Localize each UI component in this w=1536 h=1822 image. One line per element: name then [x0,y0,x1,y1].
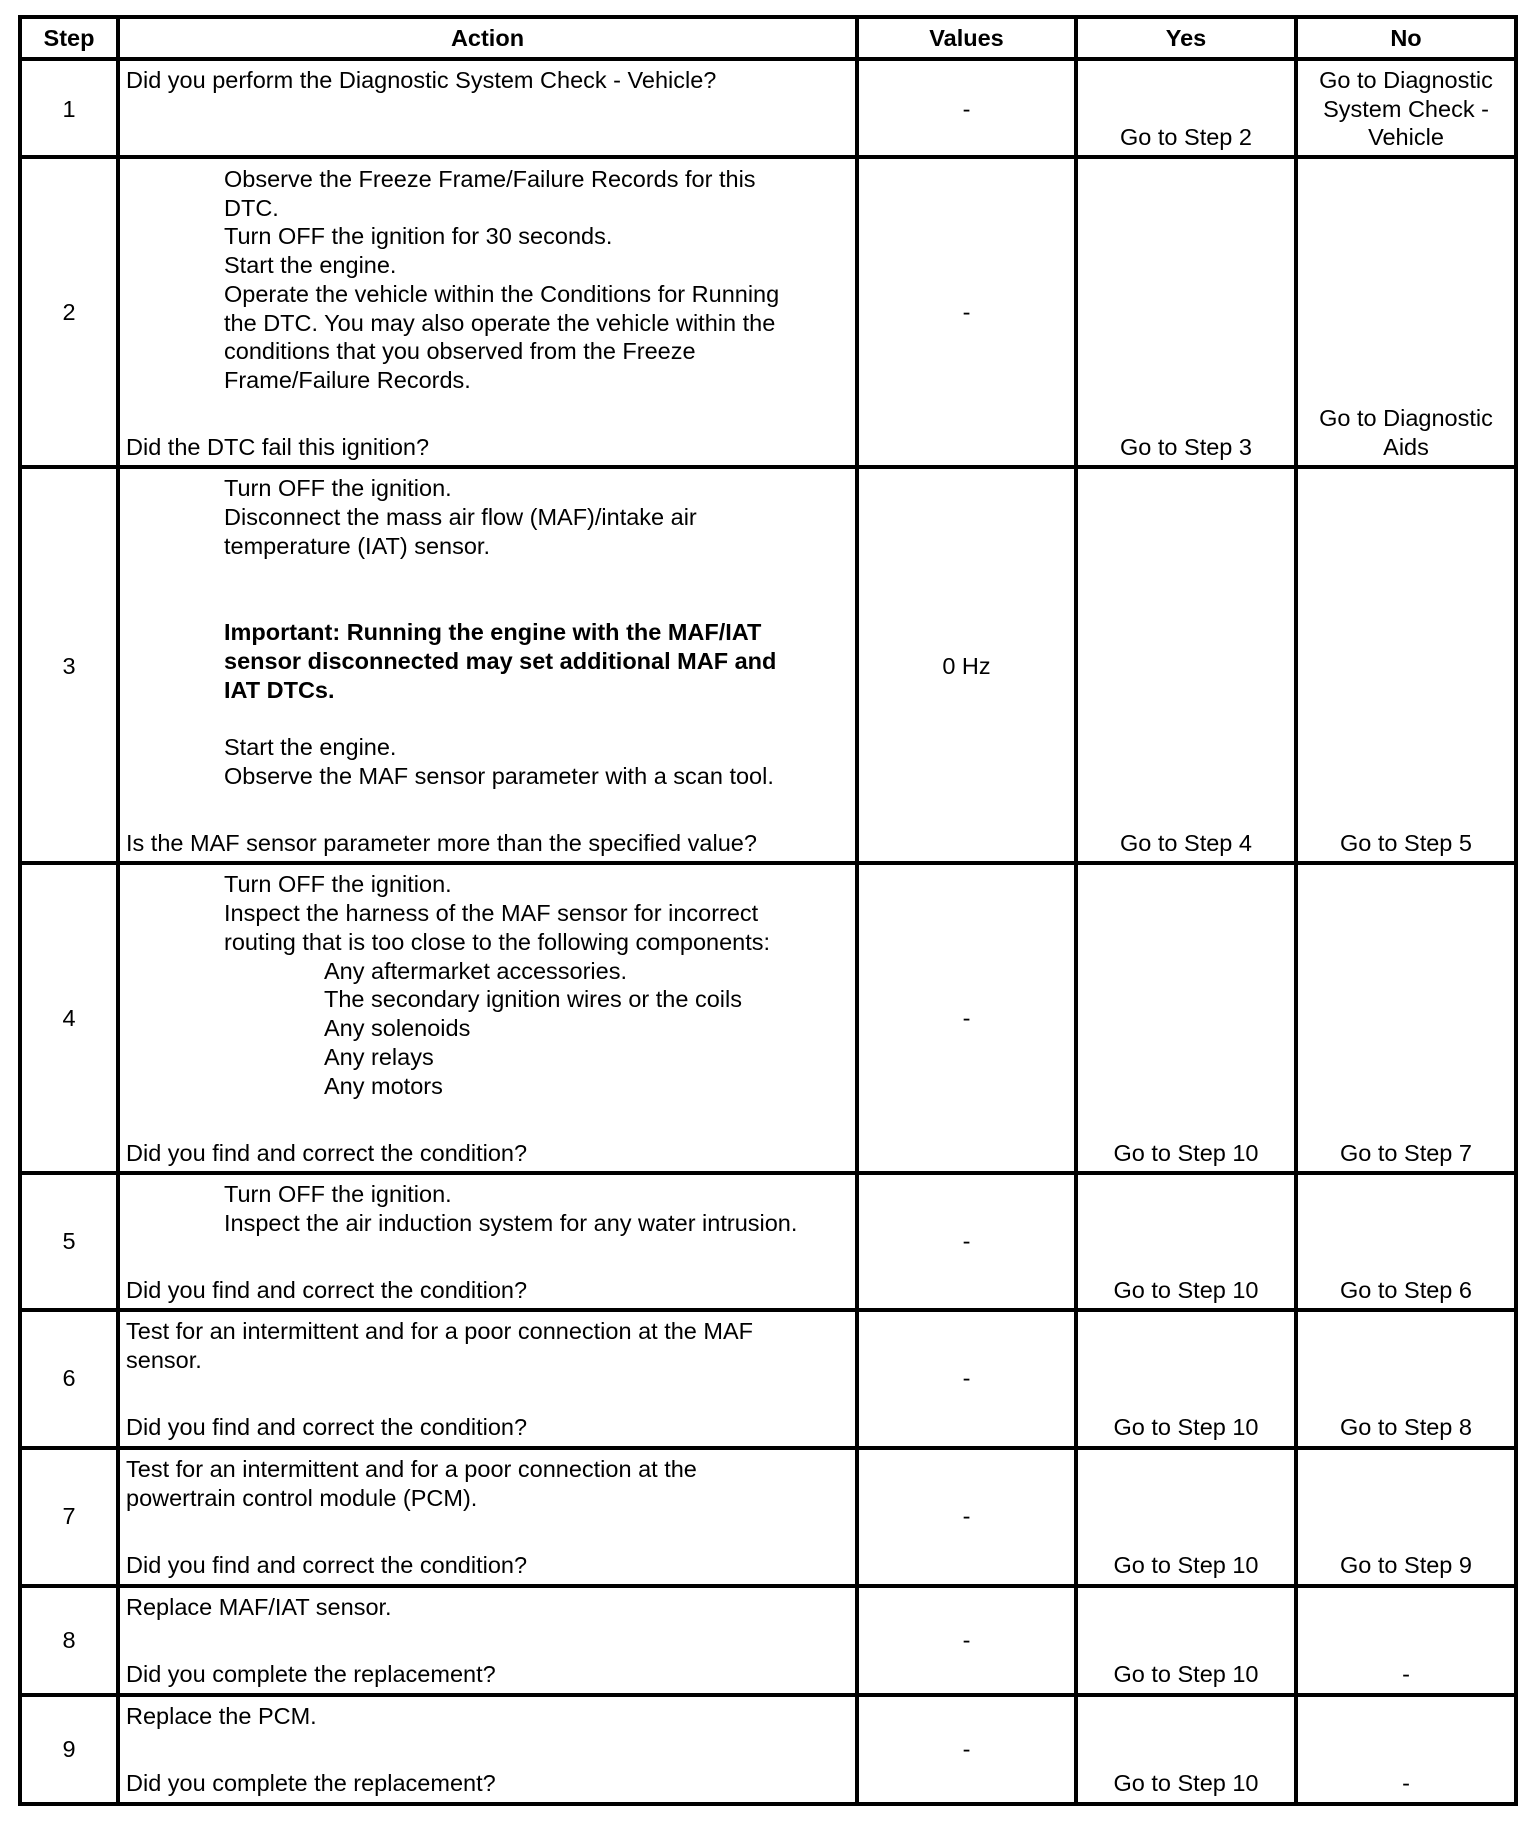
no-cell: - [1402,1661,1410,1687]
action-line: Turn OFF the ignition for 30 seconds. [224,223,613,249]
important-note: sensor disconnected may set additional MAF and [224,648,777,674]
action-line: Observe the Freeze Frame/Failure Records for this [224,166,756,192]
value-cell: - [962,299,971,325]
component-item: Any motors [324,1073,443,1099]
step-number: 3 [62,653,76,679]
action-line: Replace the PCM. [126,1703,317,1729]
action-line: Turn OFF the ignition. [224,475,452,501]
value-cell: - [962,1005,971,1031]
action-question: Did you find and correct the condition? [126,1140,528,1166]
step-number: 1 [62,96,76,122]
no-cell: Go to Step 5 [1340,830,1472,856]
action-line: Inspect the harness of the MAF sensor for incorrect [224,900,759,926]
yes-cell: Go to Step 10 [1113,1140,1259,1166]
action-line: conditions that you observed from the Freeze [224,338,696,364]
action-line: Frame/Failure Records. [224,367,471,393]
step-number: 4 [62,1005,76,1031]
yes-cell: Go to Step 2 [1120,124,1252,150]
action-line: Inspect the air induction system for any water intrusion. [224,1210,798,1236]
action-question: Did you find and correct the condition? [126,1552,528,1578]
no-cell: Go to Step 8 [1340,1414,1472,1440]
step-number: 5 [62,1228,76,1254]
component-item: The secondary ignition wires or the coils [324,986,742,1012]
yes-cell: Go to Step 10 [1113,1552,1259,1578]
action-line: Turn OFF the ignition. [224,871,452,897]
header-no: No [1390,25,1422,51]
important-note: IAT DTCs. [224,677,335,703]
action-line: temperature (IAT) sensor. [224,533,490,559]
header-yes: Yes [1165,25,1207,51]
yes-cell: Go to Step 10 [1113,1277,1259,1303]
action-line: Start the engine. [224,252,397,278]
action-line: Replace MAF/IAT sensor. [126,1594,392,1620]
step-number: 6 [62,1365,76,1391]
step-number: 8 [62,1627,76,1653]
no-cell: Aids [1383,434,1429,460]
no-cell: Go to Step 9 [1340,1552,1472,1578]
action-text: Did you perform the Diagnostic System Check - Vehicle? [126,67,717,93]
component-item: Any aftermarket accessories. [324,958,627,984]
action-line: routing that is too close to the following components: [224,929,771,955]
no-cell: Go to Step 6 [1340,1277,1472,1303]
action-question: Did you find and correct the condition? [126,1414,528,1440]
action-line: Test for an intermittent and for a poor connection at the MAF [126,1318,753,1344]
action-question: Did you complete the replacement? [126,1770,496,1796]
yes-cell: Go to Step 4 [1120,830,1252,856]
value-cell: - [962,1736,971,1762]
action-line: Disconnect the mass air flow (MAF)/intake air [224,504,697,530]
action-line: Observe the MAF sensor parameter with a scan tool. [224,763,774,789]
no-cell: System Check - [1323,96,1489,122]
action-question: Did you complete the replacement? [126,1661,496,1687]
value-cell: 0 Hz [942,653,991,679]
component-item: Any relays [324,1044,434,1070]
action-line: the DTC. You may also operate the vehicle within the [224,310,776,336]
step-number: 9 [62,1736,76,1762]
yes-cell: Go to Step 10 [1113,1770,1259,1796]
no-cell: Go to Step 7 [1340,1140,1472,1166]
action-line: sensor. [126,1347,202,1373]
step-number: 7 [62,1503,76,1529]
action-line: Test for an intermittent and for a poor connection at the [126,1456,697,1482]
value-cell: - [962,1503,971,1529]
action-line: Turn OFF the ignition. [224,1181,452,1207]
action-line: Operate the vehicle within the Conditions for Running [224,281,780,307]
action-line: powertrain control module (PCM). [126,1485,478,1511]
value-cell: - [962,96,971,122]
action-question: Did you find and correct the condition? [126,1277,528,1303]
yes-cell: Go to Step 3 [1120,434,1252,460]
important-note: Important: Running the engine with the MAF/IAT [224,619,762,645]
no-cell: Go to Diagnostic [1319,67,1493,93]
no-cell: Go to Diagnostic [1319,405,1493,431]
header-step: Step [43,25,95,51]
action-line: DTC. [224,195,279,221]
yes-cell: Go to Step 10 [1113,1414,1259,1440]
header-action: Action [450,25,525,51]
step-number: 2 [62,299,76,325]
no-cell: Vehicle [1368,124,1444,150]
action-line: Start the engine. [224,734,397,760]
header-values: Values [929,25,1004,51]
value-cell: - [962,1627,971,1653]
component-item: Any solenoids [324,1015,471,1041]
no-cell: - [1402,1770,1410,1796]
yes-cell: Go to Step 10 [1113,1661,1259,1687]
action-question: Did the DTC fail this ignition? [126,434,430,460]
action-question: Is the MAF sensor parameter more than the specified value? [126,830,757,856]
value-cell: - [962,1228,971,1254]
value-cell: - [962,1365,971,1391]
